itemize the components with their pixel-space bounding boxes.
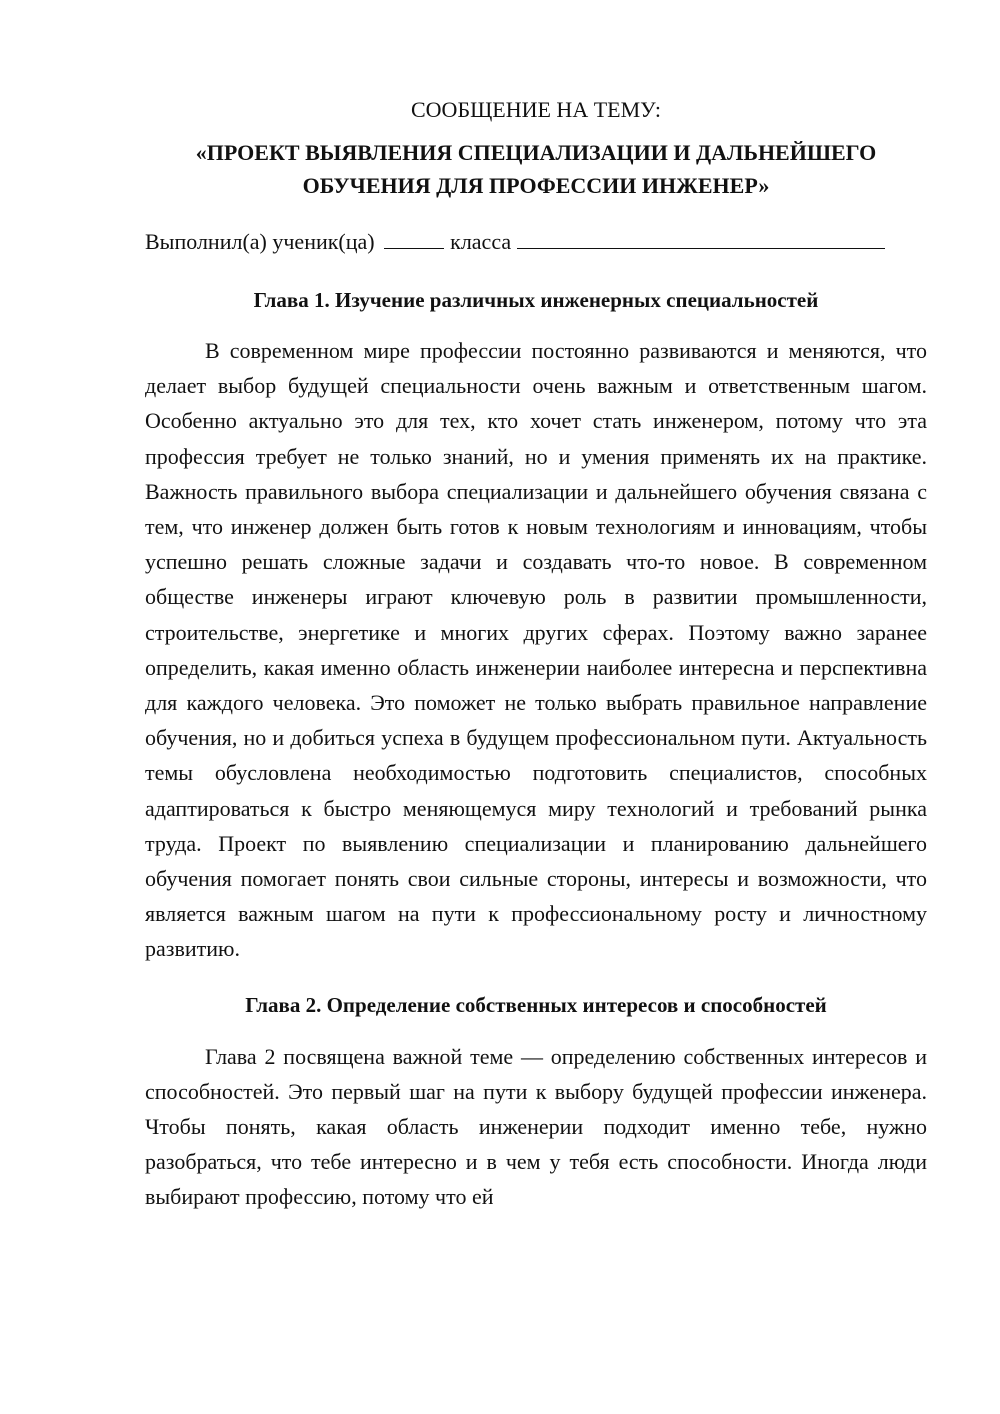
performer-label: Выполнил(а) ученик(ца) [145,229,375,254]
chapter-1-paragraph: В современном мире профессии постоянно развиваются и меняются, что делает выбор будущей специальности очень важным и ответственным шагом. Особенно актуально это для тех, кто хочет стать инженером, потому что эта профессия требует не только знаний, но и умения применять их на практике. Важность правильного выбора специализации и дальнейшего обучения связана с тем, что инженер должен быть готов к новым технологиям и инновациям, чтобы успешно решать сложные задачи и создавать что-то новое. В современном обществе инженеры играют ключевую роль в развитии промышленности, строительстве, энергетике и многих других сферах. Поэтому важно заранее определить, какая именно область инженерии наиболее интересна и перспективна для каждого человека. Это поможет не только выбрать правильное направление обучения, но и добиться успеха в будущем профессиональном пути. Актуальность темы обусловлена необходимостью подготовить специалистов, способных адаптироваться к быстро меняющемуся миру технологий и требований рынка труда. Проект по выявлению специализации и планированию дальнейшего обучения помогает понять свои сильные стороны, интересы и возможности, что является важным шагом на пути к профессиональному росту и личностному развитию. [145,338,927,962]
document-title: «ПРОЕКТ ВЫЯВЛЕНИЯ СПЕЦИАЛИЗАЦИИ И ДАЛЬНЕЙШЕГО ОБУЧЕНИЯ ДЛЯ ПРОФЕССИИ ИНЖЕНЕР» [195,140,877,198]
document-subject: СООБЩЕНИЕ НА ТЕМУ: [411,97,661,122]
chapter-2-title: Глава 2. Определение собственных интересов и способностей [245,992,827,1017]
document-page [145,92,927,1215]
chapter-1-title: Глава 1. Изучение различных инженерных специальностей [253,288,819,312]
performer-line [145,224,927,260]
class-blank-field[interactable] [384,224,444,249]
chapter-2-paragraph: Глава 2 посвящена важной теме — определению собственных интересов и способностей. Это первый шаг на пути к выбору будущей профессии инженера. Чтобы понять, какая область инженерии подходит именно тебе, нужно разобраться, что тебе интересно и в чем у тебя есть способности. Иногда люди выбирают профессию, потому что ей [145,1043,927,1210]
class-label: класса [450,229,512,254]
name-blank-field[interactable] [517,224,885,249]
